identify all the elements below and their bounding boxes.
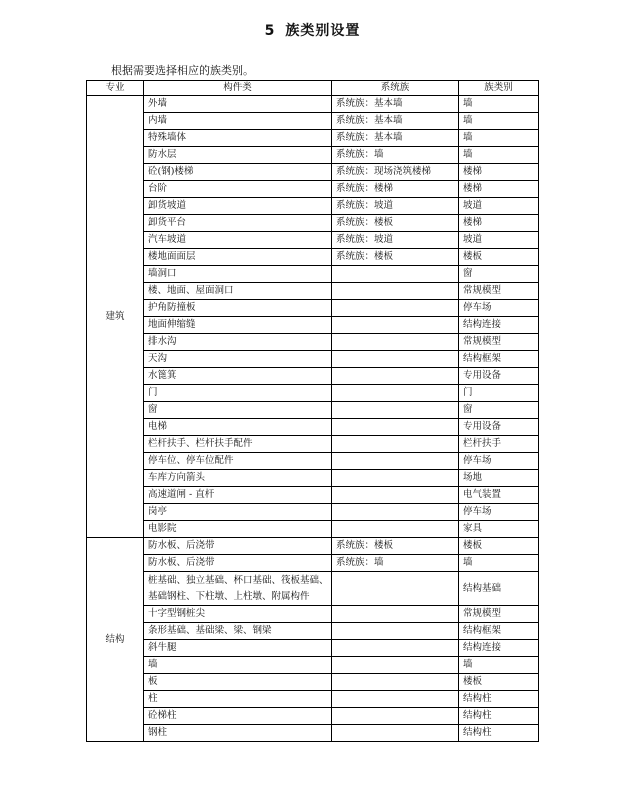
family-category-cell: 常规模型: [459, 283, 539, 300]
system-family-cell: 系统族：坡道: [332, 232, 459, 249]
system-family-cell: [332, 317, 459, 334]
system-family-cell: 系统族：墙: [332, 555, 459, 572]
table-row: [87, 555, 539, 572]
component-cell: 砼梯柱: [144, 708, 332, 725]
component-cell: 斜牛腿: [144, 640, 332, 657]
system-family-cell: [332, 708, 459, 725]
table-row: [87, 708, 539, 725]
system-family-cell: 系统族：基本墙: [332, 130, 459, 147]
component-cell: 卸货平台: [144, 215, 332, 232]
family-category-cell: 坡道: [459, 232, 539, 249]
system-family-cell: [332, 419, 459, 436]
family-category-cell: 专用设备: [459, 368, 539, 385]
component-cell: 内墙: [144, 113, 332, 130]
component-cell: 窗: [144, 402, 332, 419]
system-family-cell: [332, 368, 459, 385]
family-category-cell: 结构框架: [459, 623, 539, 640]
intro-text: 根据需要选择相应的族类别。: [111, 64, 254, 77]
system-family-cell: [332, 606, 459, 623]
table-row: [87, 470, 539, 487]
family-category-cell: 停车场: [459, 300, 539, 317]
system-family-cell: [332, 521, 459, 538]
system-family-cell: [332, 283, 459, 300]
component-cell: 钢柱: [144, 725, 332, 742]
family-category-cell: 墙: [459, 113, 539, 130]
table-row: [87, 521, 539, 538]
family-category-cell: 结构连接: [459, 640, 539, 657]
family-category-cell: 结构连接: [459, 317, 539, 334]
system-family-cell: [332, 640, 459, 657]
system-family-cell: [332, 453, 459, 470]
component-cell: 楼地面面层: [144, 249, 332, 266]
component-cell: 板: [144, 674, 332, 691]
table-row: [87, 181, 539, 198]
system-family-cell: 系统族：楼板: [332, 215, 459, 232]
component-cell: 岗亭: [144, 504, 332, 521]
header-major: 专业: [87, 81, 144, 96]
family-category-cell: 常规模型: [459, 606, 539, 623]
component-cell: 墙: [144, 657, 332, 674]
section-title: 族类别设置: [285, 23, 361, 39]
family-category-cell: 专用设备: [459, 419, 539, 436]
table-row: [87, 572, 539, 606]
family-category-cell: 栏杆扶手: [459, 436, 539, 453]
table-row: [87, 283, 539, 300]
family-category-cell: 结构框架: [459, 351, 539, 368]
component-cell: 护角防撞板: [144, 300, 332, 317]
family-category-cell: 墙: [459, 657, 539, 674]
component-cell: 天沟: [144, 351, 332, 368]
family-category-cell: 墙: [459, 96, 539, 113]
family-category-cell: 墙: [459, 555, 539, 572]
system-family-cell: [332, 487, 459, 504]
section-number: 5: [264, 23, 276, 39]
family-category-cell: 结构柱: [459, 691, 539, 708]
table-row: [87, 453, 539, 470]
family-category-cell: 楼板: [459, 674, 539, 691]
component-cell: 台阶: [144, 181, 332, 198]
system-family-cell: [332, 691, 459, 708]
system-family-cell: 系统族：基本墙: [332, 96, 459, 113]
component-cell: 墙洞口: [144, 266, 332, 283]
component-cell: 汽车坡道: [144, 232, 332, 249]
component-cell: 水篦箕: [144, 368, 332, 385]
table-row: [87, 300, 539, 317]
component-cell: 卸货坡道: [144, 198, 332, 215]
major-cell: 建筑: [87, 96, 144, 538]
system-family-cell: [332, 623, 459, 640]
table-row: [87, 164, 539, 181]
component-cell: 门: [144, 385, 332, 402]
family-category-cell: 结构柱: [459, 708, 539, 725]
table-row: [87, 623, 539, 640]
system-family-cell: 系统族：楼板: [332, 249, 459, 266]
component-cell: 排水沟: [144, 334, 332, 351]
component-cell: 楼、地面、屋面洞口: [144, 283, 332, 300]
header-system-family: 系统族: [332, 81, 459, 96]
system-family-cell: [332, 657, 459, 674]
component-cell: 防水板、后浇带: [144, 555, 332, 572]
family-category-cell: 停车场: [459, 504, 539, 521]
table-row: [87, 317, 539, 334]
component-cell: 地面伸缩缝: [144, 317, 332, 334]
family-category-cell: 结构柱: [459, 725, 539, 742]
table-header-row: [87, 81, 539, 96]
table-row: [87, 351, 539, 368]
component-cell: 柱: [144, 691, 332, 708]
system-family-cell: 系统族：坡道: [332, 198, 459, 215]
table-row: [87, 215, 539, 232]
table-row: [87, 538, 539, 555]
system-family-cell: [332, 385, 459, 402]
system-family-cell: [332, 266, 459, 283]
component-cell: 砼(钢)楼梯: [144, 164, 332, 181]
component-cell: 电影院: [144, 521, 332, 538]
family-category-cell: 楼梯: [459, 215, 539, 232]
table-row: [87, 436, 539, 453]
table-row: [87, 674, 539, 691]
component-cell: 防水板、后浇带: [144, 538, 332, 555]
major-cell: 结构: [87, 538, 144, 742]
component-cell: 车库方向箭头: [144, 470, 332, 487]
component-cell: 防水层: [144, 147, 332, 164]
component-cell: 桩基础、独立基础、杯口基础、筏板基础、基础钢柱、下柱墩、上柱墩、附属构件: [144, 572, 332, 606]
family-category-cell: 楼板: [459, 538, 539, 555]
table-row: [87, 640, 539, 657]
family-category-cell: 结构基础: [459, 572, 539, 606]
system-family-cell: 系统族：基本墙: [332, 113, 459, 130]
family-category-cell: 楼板: [459, 249, 539, 266]
table-row: [87, 266, 539, 283]
page-title: [0, 20, 625, 40]
table-row: [87, 96, 539, 113]
table-row: [87, 334, 539, 351]
table-row: [87, 113, 539, 130]
system-family-cell: [332, 725, 459, 742]
family-category-cell: 电气装置: [459, 487, 539, 504]
family-category-cell: 楼梯: [459, 164, 539, 181]
table-row: [87, 691, 539, 708]
table-row: [87, 504, 539, 521]
system-family-cell: 系统族：楼板: [332, 538, 459, 555]
system-family-cell: [332, 572, 459, 606]
component-cell: 栏杆扶手、栏杆扶手配件: [144, 436, 332, 453]
table-row: [87, 249, 539, 266]
table-row: [87, 419, 539, 436]
table-row: [87, 657, 539, 674]
family-category-cell: 楼梯: [459, 181, 539, 198]
system-family-cell: 系统族：现场浇筑楼梯: [332, 164, 459, 181]
system-family-cell: 系统族：墙: [332, 147, 459, 164]
table-row: [87, 725, 539, 742]
component-cell: 条形基础、基础梁、梁、钢梁: [144, 623, 332, 640]
family-category-cell: 墙: [459, 130, 539, 147]
system-family-cell: [332, 334, 459, 351]
system-family-cell: [332, 300, 459, 317]
component-cell: 十字型钢桩尖: [144, 606, 332, 623]
family-category-table: [86, 80, 539, 742]
table-row: [87, 385, 539, 402]
header-component: 构件类: [144, 81, 332, 96]
family-category-cell: 墙: [459, 147, 539, 164]
component-cell: 特殊墙体: [144, 130, 332, 147]
family-category-cell: 常规模型: [459, 334, 539, 351]
family-category-cell: 门: [459, 385, 539, 402]
family-category-cell: 场地: [459, 470, 539, 487]
system-family-cell: [332, 402, 459, 419]
table-row: [87, 130, 539, 147]
table-row: [87, 232, 539, 249]
system-family-cell: [332, 436, 459, 453]
table-row: [87, 198, 539, 215]
component-cell: 电梯: [144, 419, 332, 436]
system-family-cell: [332, 470, 459, 487]
family-category-cell: 停车场: [459, 453, 539, 470]
component-cell: 停车位、停车位配件: [144, 453, 332, 470]
family-category-cell: 家具: [459, 521, 539, 538]
family-category-cell: 窗: [459, 266, 539, 283]
system-family-cell: 系统族：楼梯: [332, 181, 459, 198]
table-row: [87, 368, 539, 385]
header-family-category: 族类别: [459, 81, 539, 96]
system-family-cell: [332, 351, 459, 368]
component-cell: 高速道闸 - 直杆: [144, 487, 332, 504]
family-category-cell: 坡道: [459, 198, 539, 215]
component-cell: 外墙: [144, 96, 332, 113]
table-body: [87, 96, 539, 742]
table-row: [87, 606, 539, 623]
system-family-cell: [332, 674, 459, 691]
table-row: [87, 402, 539, 419]
table-row: [87, 147, 539, 164]
table-row: [87, 487, 539, 504]
family-category-cell: 窗: [459, 402, 539, 419]
system-family-cell: [332, 504, 459, 521]
